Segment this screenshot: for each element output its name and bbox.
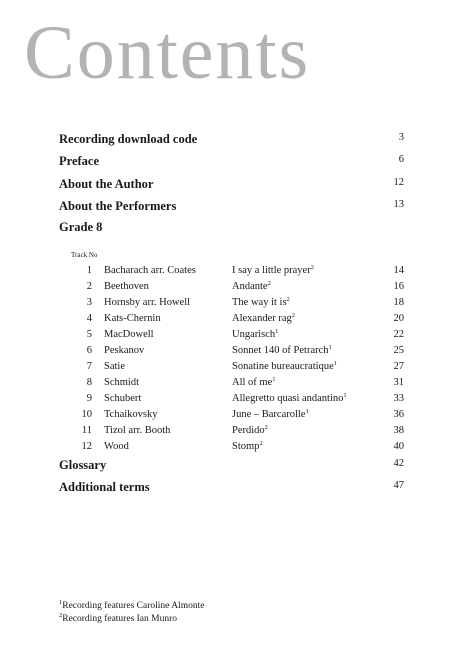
track-page-number: 20	[393, 313, 404, 324]
piece-name: Alexander rag	[232, 313, 292, 324]
track-page-number: 40	[393, 441, 404, 452]
composer-name: Tizol arr. Booth	[104, 425, 171, 436]
footnote-marker: 2	[310, 264, 314, 271]
piece-title	[232, 377, 276, 388]
footnote-text: Recording features Ian Munro	[62, 614, 178, 624]
composer-name: Tchaikovsky	[104, 409, 158, 420]
footnote-marker: 1	[275, 328, 279, 335]
track-row[interactable]	[0, 281, 458, 297]
piece-title	[232, 441, 263, 452]
composer-name: Beethoven	[104, 281, 149, 292]
track-page-number: 38	[393, 425, 404, 436]
toc-entry-preface[interactable]	[59, 154, 404, 169]
track-row[interactable]	[0, 265, 458, 281]
entry-page-number: 6	[398, 154, 404, 165]
composer-name: Wood	[104, 441, 129, 452]
piece-title	[232, 265, 314, 276]
track-number: 10	[81, 409, 92, 420]
footnote-marker: 1	[272, 376, 276, 383]
footnote-marker: 2	[264, 424, 268, 431]
track-row[interactable]	[0, 329, 458, 345]
piece-name: Allegretto quasi andantino	[232, 393, 344, 404]
track-number-header: Track No	[71, 251, 98, 259]
piece-name: Sonnet 140 of Petrarch	[232, 345, 329, 356]
page-title: Contents	[24, 11, 311, 95]
piece-name: The way it is	[232, 297, 287, 308]
entry-label: Additional terms	[59, 480, 150, 494]
track-row[interactable]	[0, 441, 458, 457]
footnote-text: Recording features Caroline Almonte	[62, 601, 205, 611]
track-row[interactable]	[0, 345, 458, 361]
composer-name: Bacharach arr. Coates	[104, 265, 196, 276]
footnote-marker: 2	[286, 296, 290, 303]
composer-name: Satie	[104, 361, 125, 372]
entry-label: Glossary	[59, 458, 107, 472]
toc-entry-recording-download-code[interactable]	[59, 132, 404, 147]
track-row[interactable]	[0, 297, 458, 313]
footnote-marker: 2	[259, 440, 263, 447]
composer-name: Schubert	[104, 393, 142, 404]
composer-name: Schmidt	[104, 377, 140, 388]
track-page-number: 36	[393, 409, 404, 420]
piece-title	[232, 393, 347, 404]
composer-name: Kats-Chernin	[104, 313, 161, 324]
footnote-marker: 1	[328, 344, 332, 351]
section-heading-grade-8: Grade 8	[59, 220, 103, 234]
piece-name: All of me	[232, 377, 273, 388]
footnote-marker: 1	[59, 599, 63, 606]
track-row[interactable]	[0, 361, 458, 377]
piece-title	[232, 329, 278, 340]
toc-entry-about-the-performers[interactable]	[59, 199, 404, 214]
piece-title	[232, 425, 268, 436]
piece-title	[232, 281, 271, 292]
piece-title	[232, 313, 295, 324]
toc-entry-about-the-author[interactable]	[59, 177, 404, 192]
track-page-number: 27	[393, 361, 404, 372]
composer-name: Peskanov	[104, 345, 145, 356]
track-page-number: 25	[393, 345, 404, 356]
track-number: 11	[81, 425, 92, 436]
entry-page-number: 42	[393, 458, 404, 469]
track-row[interactable]	[0, 425, 458, 441]
footnote-2	[59, 614, 177, 624]
entry-page-number: 3	[398, 132, 404, 143]
piece-name: Andante	[232, 281, 268, 292]
entry-label: About the Author	[59, 177, 154, 191]
track-number: 5	[86, 329, 92, 340]
entry-label: About the Performers	[59, 199, 177, 213]
track-number: 4	[86, 313, 92, 324]
track-number: 6	[86, 345, 92, 356]
footnote-marker: 2	[267, 280, 271, 287]
piece-title	[232, 409, 309, 420]
piece-title	[232, 297, 290, 308]
track-page-number: 14	[393, 265, 404, 276]
footnote-marker: 1	[343, 392, 347, 399]
entry-page-number: 12	[393, 177, 404, 188]
composer-name: Hornsby arr. Howell	[104, 297, 191, 308]
track-number: 3	[86, 297, 92, 308]
piece-name: I say a little prayer	[232, 265, 311, 276]
footnote-marker: 1	[333, 360, 337, 367]
toc-entry-glossary[interactable]	[59, 458, 404, 473]
footnote-1	[59, 601, 204, 611]
entry-page-number: 13	[393, 199, 404, 210]
track-row[interactable]	[0, 409, 458, 425]
track-page-number: 33	[393, 393, 404, 404]
track-page-number: 31	[393, 377, 404, 388]
piece-name: Stomp	[232, 441, 260, 452]
track-row[interactable]	[0, 393, 458, 409]
track-row[interactable]	[0, 313, 458, 329]
piece-title	[232, 361, 337, 372]
piece-name: Ungarisch	[232, 329, 276, 340]
track-page-number: 22	[393, 329, 404, 340]
footnote-marker: 1	[305, 408, 309, 415]
piece-name: June – Barcarolle	[232, 409, 306, 420]
track-number: 8	[86, 377, 92, 388]
track-row[interactable]	[0, 377, 458, 393]
track-number: 1	[86, 265, 92, 276]
piece-name: Sonatine bureaucratique	[232, 361, 334, 372]
composer-name: MacDowell	[104, 329, 154, 340]
track-page-number: 16	[393, 281, 404, 292]
footnote-marker: 2	[291, 312, 296, 319]
track-number: 7	[86, 361, 92, 372]
track-number: 9	[86, 393, 92, 404]
piece-title	[232, 345, 332, 356]
entry-label: Preface	[59, 154, 100, 168]
footnote-marker: 2	[59, 612, 63, 619]
toc-entry-additional-terms[interactable]	[59, 480, 404, 495]
entry-label: Recording download code	[59, 132, 198, 146]
track-page-number: 18	[393, 297, 404, 308]
entry-page-number: 47	[393, 480, 404, 491]
piece-name: Perdido	[232, 425, 265, 436]
track-number: 2	[86, 281, 92, 292]
track-number: 12	[81, 441, 92, 452]
